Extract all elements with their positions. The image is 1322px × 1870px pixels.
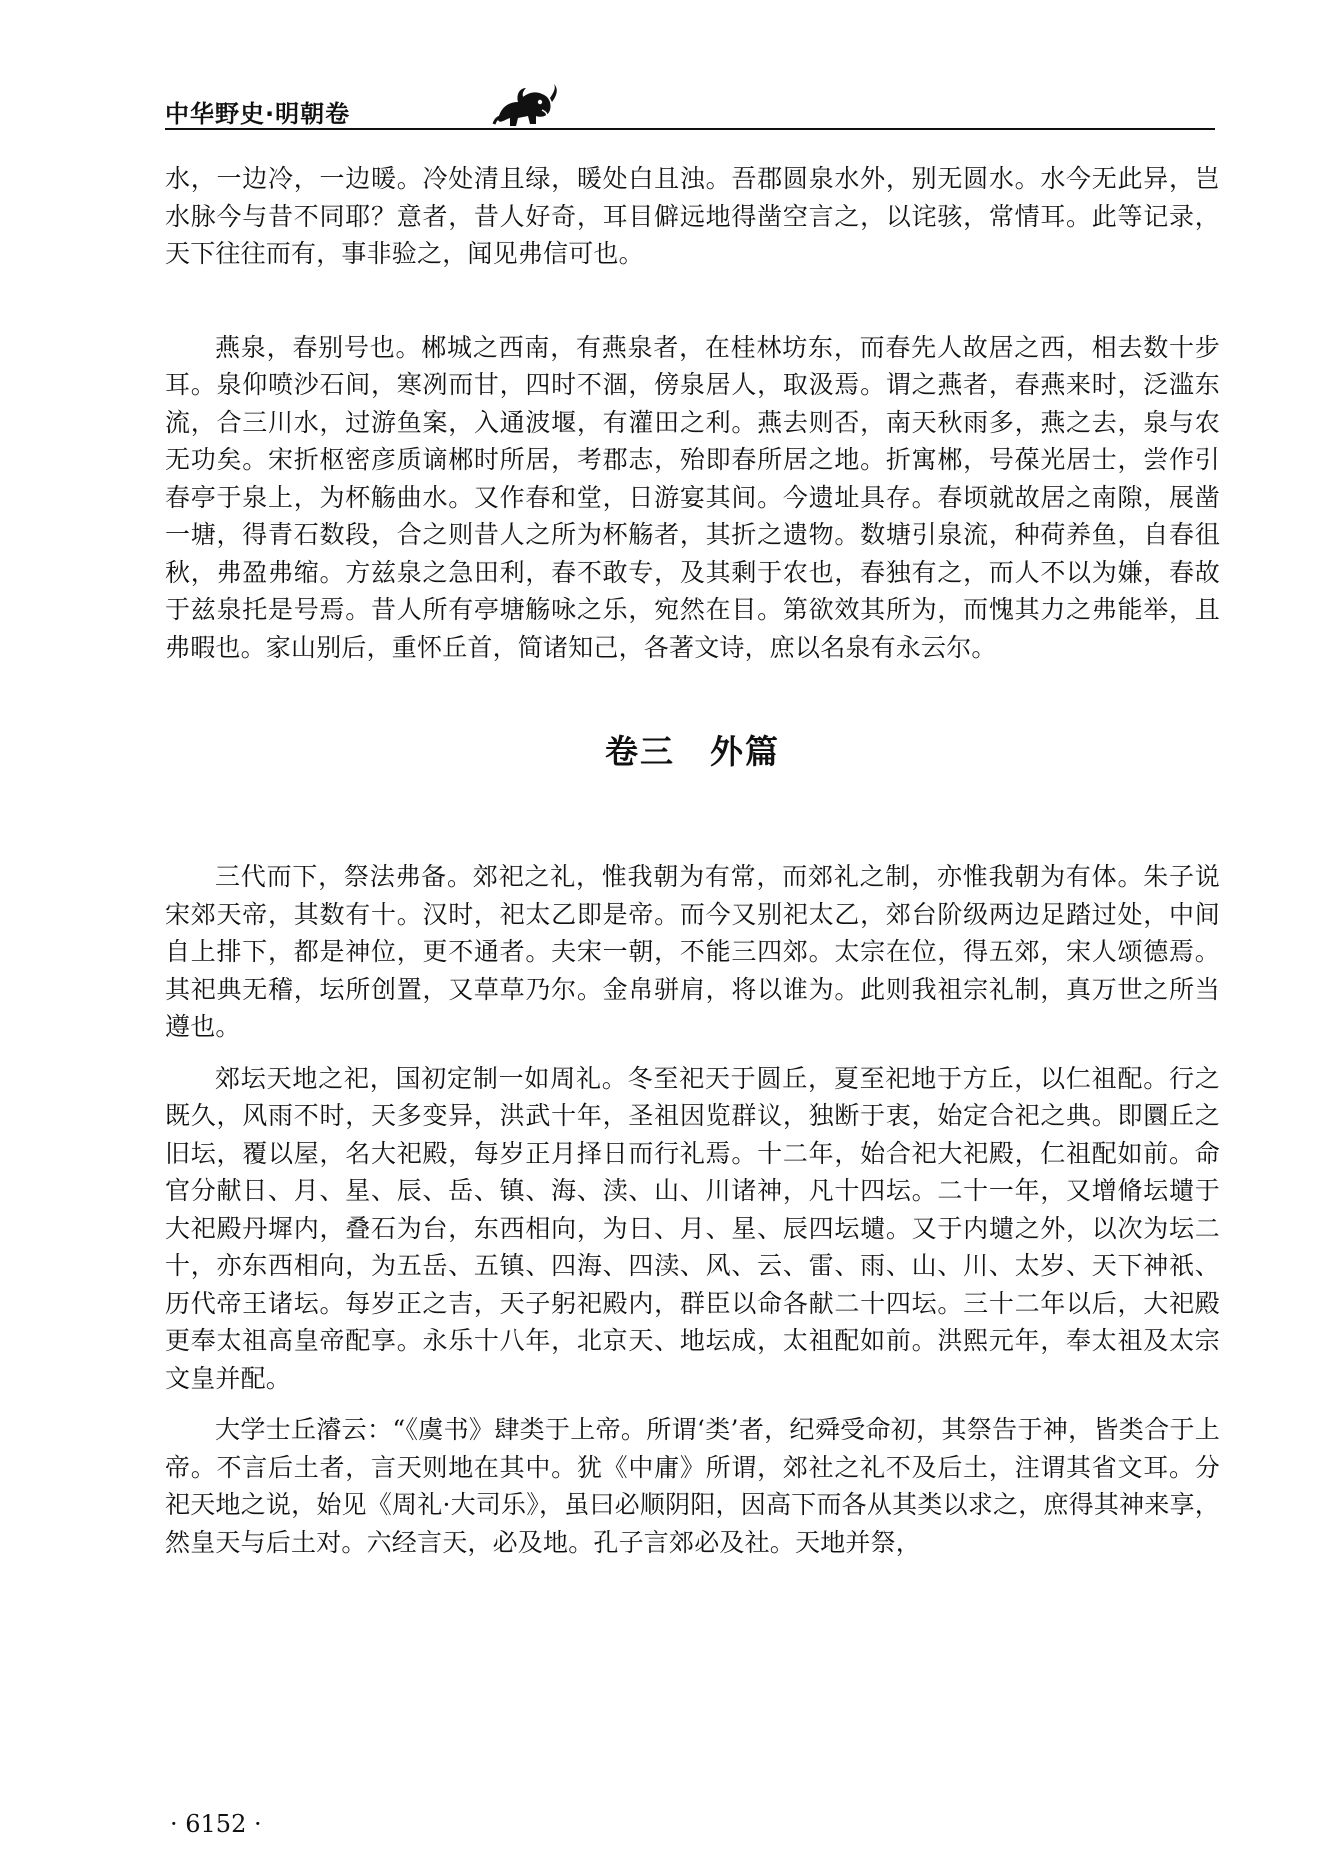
page-number: · 6152 · (170, 1810, 262, 1838)
paragraph-continuation: 水，一边冷，一边暖。冷处清且绿，暖处白且浊。吾郡圆泉水外，别无圆水。水今无此异，岂水脉今与昔不同耶？意者，昔人好奇，耳目僻远地得凿空言之，以诧骇，常情耳。此等记录，天下往往而有，事非验之，闻见弗信可也。 (165, 164, 1220, 268)
paragraph-yanquan: 燕泉，春别号也。郴城之西南，有燕泉者，在桂林坊东，而春先人故居之西，相去数十步耳。泉仰喷沙石间，寒冽而甘，四时不涸，傍泉居人，取汲焉。谓之燕者，春燕来时，泛滥东流，合三川水，过游鱼案，入通波堰，有灌田之利。燕去则否，南天秋雨多，燕之去，泉与农无功矣。宋折枢密彦质谪郴时所居，考郡志，殆即春所居之地。折寓郴，号葆光居士，尝作引春亭于泉上，为杯觞曲水。又作春和堂，日游宴其间。今遗址具存。春顷就故居之南隙，展凿一塘，得青石数段，合之则昔人之所为杯觞者，其折之遗物。数塘引泉流，种荷养鱼，自春徂秋，弗盈弗缩。方兹泉之急田利，春不敢专，及其剩于农也，春独有之，而人不以为嫌，春故于兹泉托是号焉。昔人所有亭塘觞咏之乐，宛然在目。第欲效其所为，而愧其力之弗能举，且弗暇也。家山别后，重怀丘首，简诸知己，各著文诗，庶以名泉有永云尔。 (165, 332, 1220, 662)
section-title (165, 726, 1220, 776)
paragraph-altar-rites: 郊坛天地之祀，国初定制一如周礼。冬至祀天于圆丘，夏至祀地于方丘，以仁祖配。行之既久，风雨不时，天多变异，洪武十年，圣祖因览群议，独断于衷，始定合祀之典。即圜丘之旧坛，覆以屋，名大祀殿，每岁正月择日而行礼焉。十二年，始合祀大祀殿，仁祖配如前。命官分献日、月、星、辰、岳、镇、海、渎、山、川诸神，凡十四坛。二十一年，又增脩坛壝于大祀殿丹墀内，叠石为台，东西相向，为日、月、星、辰四坛壝。又于内壝之外，以次为坛二十，亦东西相向，为五岳、五镇、四海、四渎、风、云、雷、雨、山、川、太岁、天下神祇、历代帝王诸坛。每岁正之吉，天子躬祀殿内，群臣以命各献二十四坛。三十二年以后，大祀殿更奉太祖高皇帝配享。永乐十八年，北京天、地坛成，太祖配如前。洪熙元年，奉太祖及太宗文皇并配。 (165, 1063, 1220, 1393)
running-header (165, 80, 1215, 160)
section-title-text: 卷三 外篇 (605, 732, 780, 771)
page-body (165, 160, 1220, 1561)
header-rule (165, 128, 1215, 130)
paragraph-qiu-jun: 大学士丘濬云：“《虞书》肆类于上帝。所谓‘类’者，纪舜受命初，其祭告于神，皆类合于上帝。不言后土者，言天则地在其中。犹《中庸》所谓，郊社之礼不及后土，注谓其省文耳。分祀天地之说，始见《周礼·大司乐》，虽曰必顺阴阳，因高下而各从其类以求之，庶得其神来享，然皇天与后土对。六经言天，必及地。孔子言郊必及社。天地并祭， (165, 1415, 1220, 1557)
paragraph-sacrifice-law: 三代而下，祭法弗备。郊祀之礼，惟我朝为有常，而郊礼之制，亦惟我朝为有体。朱子说宋郊天帝，其数有十。汉时，祀太乙即是帝。而今又别祀太乙，郊台阶级两边足踏过处，中间自上排下，都是神位，更不通者。夫宋一朝，不能三四郊。太宗在位，得五郊，宋人颂德焉。其祀典无稽，坛所创置，又草草乃尔。金帛骈肩，将以谁为。此则我祖宗礼制，真万世之所当遵也。 (165, 862, 1220, 1041)
book-title: 中华野史·明朝卷 (165, 100, 351, 128)
